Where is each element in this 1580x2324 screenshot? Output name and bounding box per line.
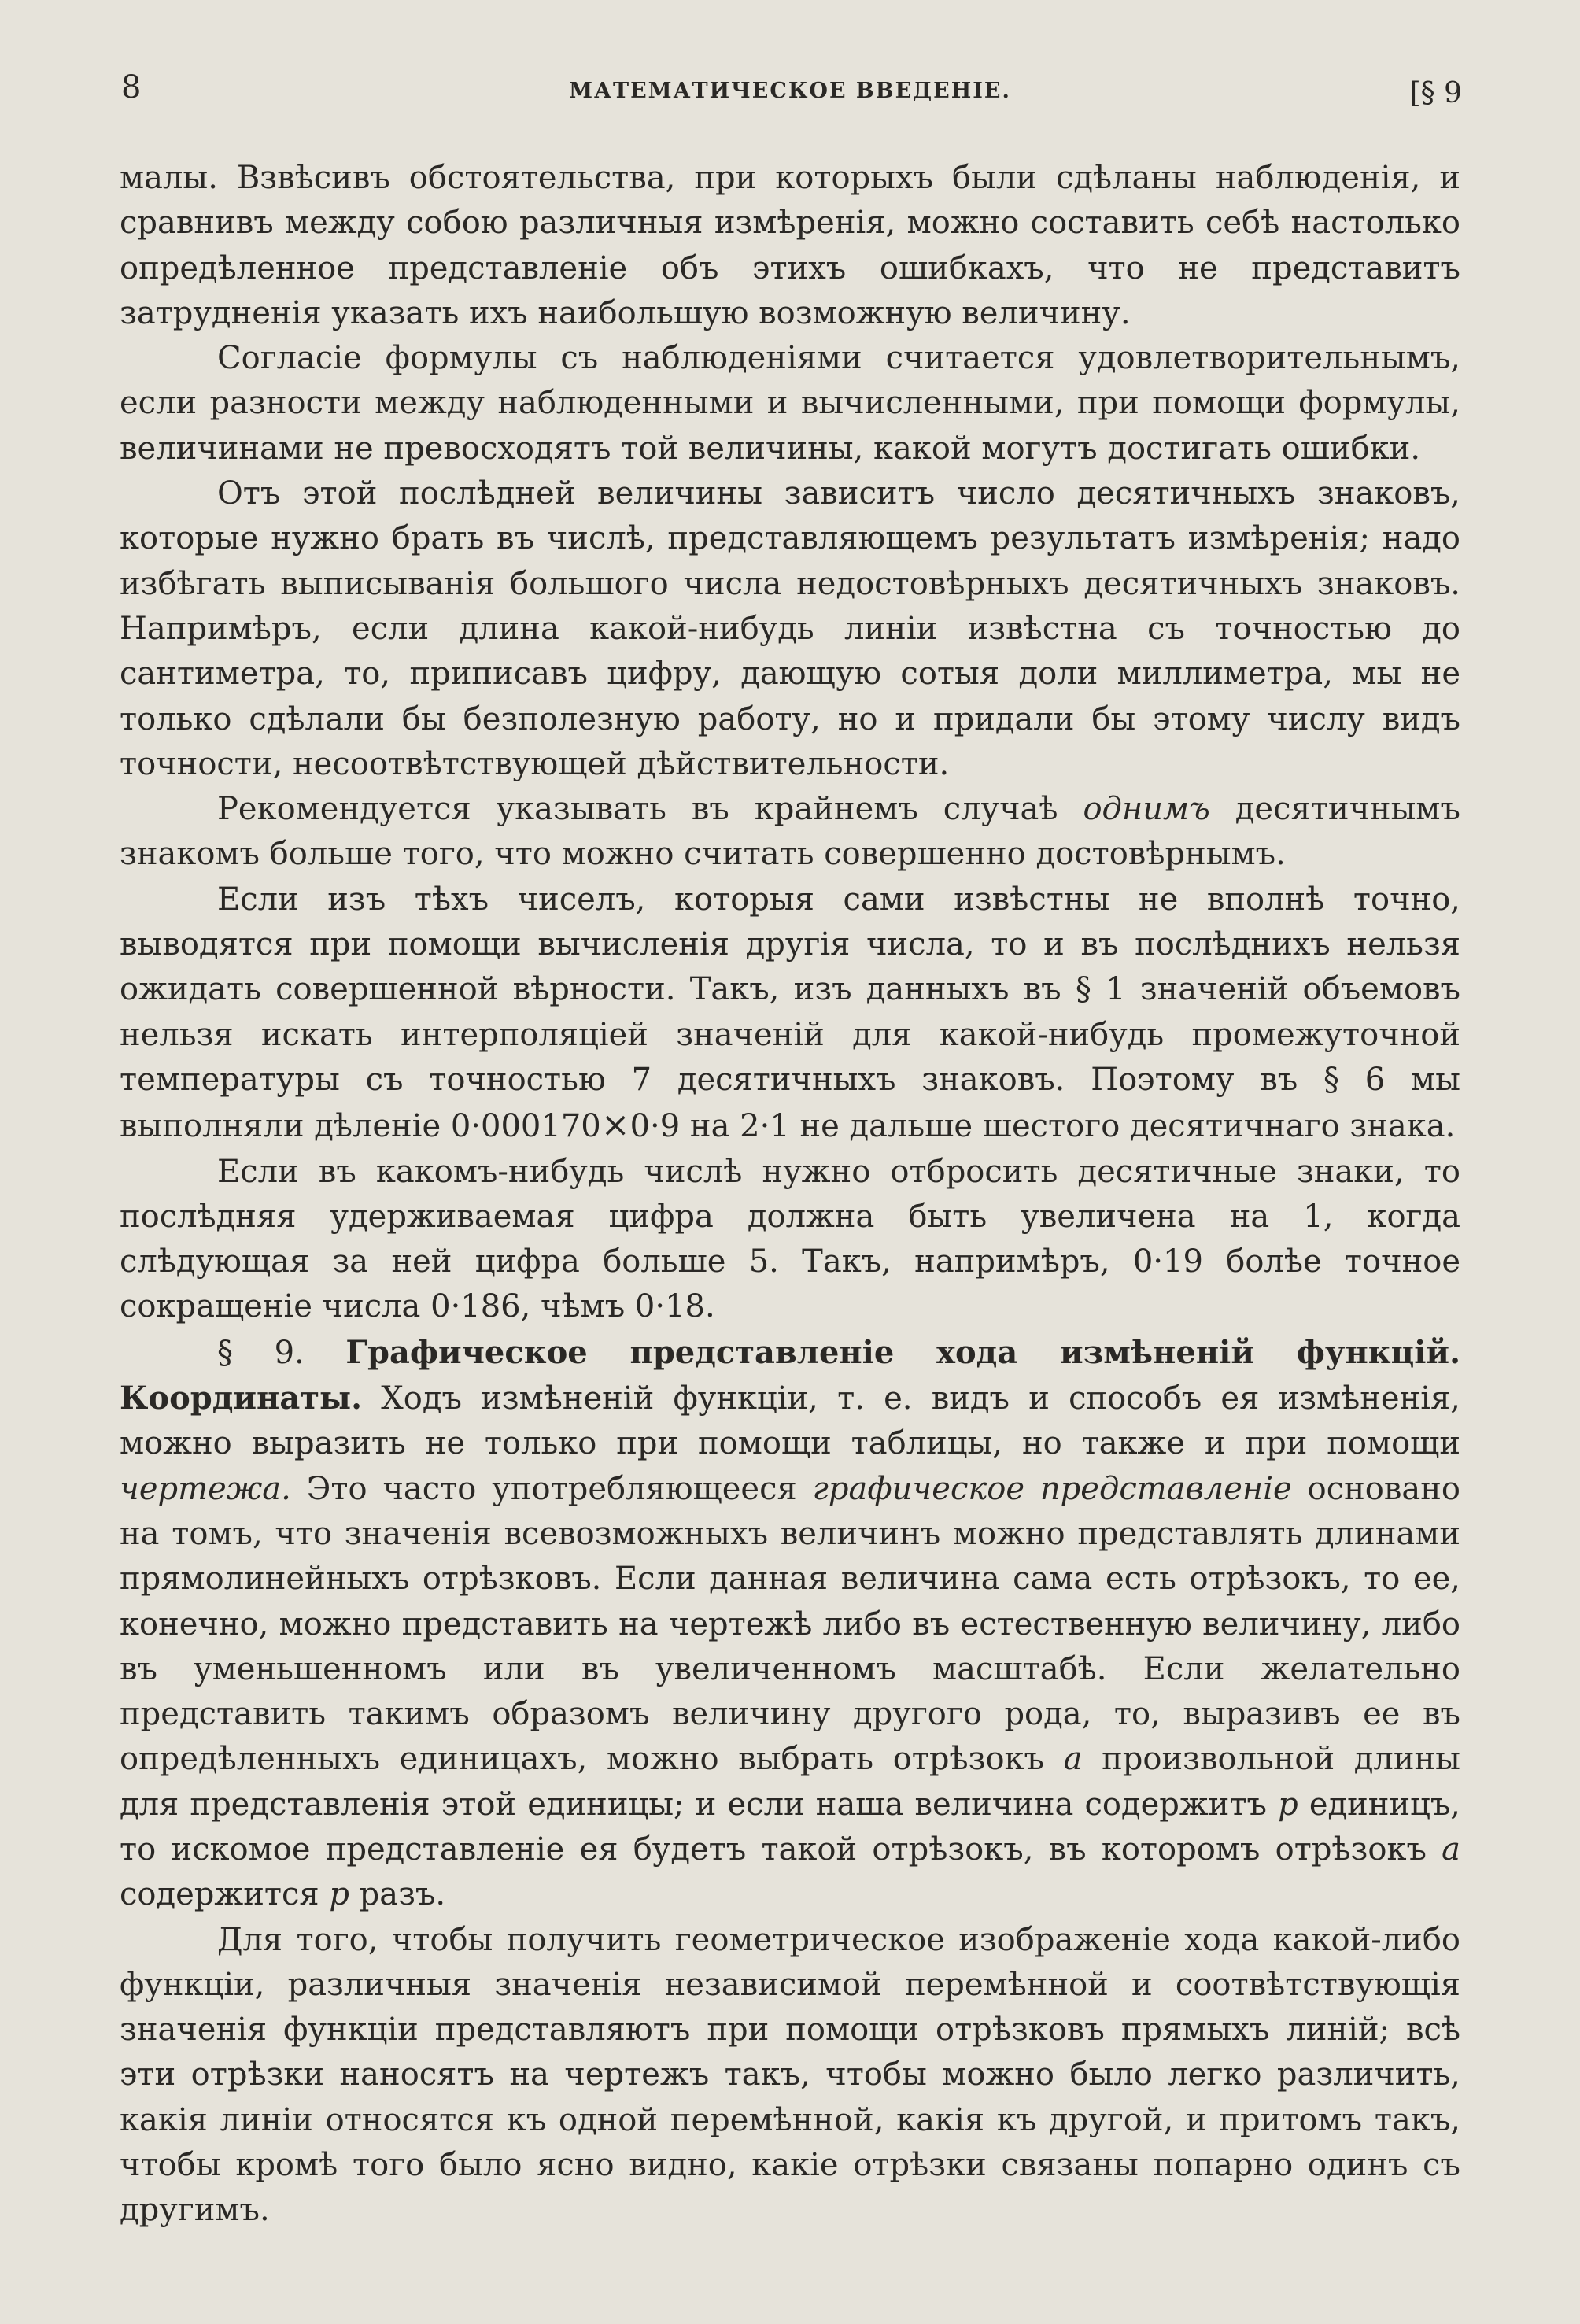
paragraph	[120, 787, 1460, 878]
text-run: произвольной длины для представленія этой единицы; и если наша величина содержитъ	[120, 1741, 1461, 1823]
emphasis: однимъ	[1083, 791, 1210, 828]
paragraph: Для того, чтобы получить геометрическое изображеніе хода какой-либо функціи, различныя значенія независимой перемѣнной и соотвѣтствующія значенія функціи представляютъ при помощи отрѣзковъ прямыхъ линій; всѣ эти отрѣзки наносятъ на чертежъ такъ, чтобы можно было легко различить, какія линіи относятся къ одной перемѣнной, какія къ другой, и притомъ такъ, чтобы кромѣ того было ясно видно, какіе отрѣзки связаны попарно одинъ съ другимъ.	[120, 1921, 1460, 2229]
text-run: Ходъ измѣненій функціи, т. е. видъ и способъ ея измѣненія, можно выразить не только при помощи таблицы, но также и при помощи	[120, 1380, 1460, 1462]
section-paragraph	[120, 1330, 1460, 1918]
text-run: Это часто употребляющееся	[290, 1470, 813, 1507]
multiplication-sign: ×	[600, 1105, 630, 1146]
variable: a	[1442, 1831, 1460, 1868]
text-run: содержится	[120, 1876, 330, 1913]
emphasis: чертежа.	[120, 1470, 291, 1507]
paragraph: малы. Взвѣсивъ обстоятельства, при которыхъ были сдѣланы наблюденія, и сравнивъ между собою различныя измѣренія, можно составить себѣ настолько опредѣленное представленіе объ этихъ ошибкахъ, что не представитъ затрудненія указать ихъ наибольшую возможную величину.	[120, 160, 1460, 331]
body-text	[120, 156, 1460, 2233]
text-run: единицъ, то искомое представленіе ея будетъ такой отрѣзокъ, въ которомъ отрѣзокъ	[120, 1786, 1460, 1868]
running-header	[118, 69, 1462, 124]
variable: p	[329, 1876, 349, 1913]
paragraph: Согласіе формулы съ наблюденіями считается удовлетворительнымъ, если разности между наблюденными и вычисленными, при помощи формулы, величинами не превосходятъ той величины, какой могутъ достигать ошибки.	[120, 340, 1460, 467]
paragraph: Если въ какомъ-нибудь числѣ нужно отбросить десятичные знаки, то послѣдняя удерживаемая цифра должна быть увеличена на 1, когда слѣдующая за ней цифра больше 5. Такъ, напримѣръ, 0·19 болѣе точное сокращеніе числа 0·186, чѣмъ 0·18.	[120, 1153, 1460, 1325]
variable: a	[1063, 1741, 1083, 1778]
section-number: § 9.	[217, 1334, 346, 1371]
text-run: Рекомендуется указывать въ крайнемъ случаѣ	[217, 791, 1083, 828]
section-heading: Графическое представленіе хода измѣненій функцій. Координаты.	[120, 1333, 1460, 1417]
running-title: МАТЕМАТИЧЕСКОЕ ВВЕДЕНІЕ.	[569, 79, 1011, 103]
text-run: 0·9 на 2·1 не дальше шестого десятичнаго знака.	[629, 1108, 1456, 1145]
paragraph	[120, 878, 1460, 1150]
section-marker: [§ 9	[1409, 77, 1462, 109]
paragraph: Отъ этой послѣдней величины зависитъ число десятичныхъ знаковъ, которые нужно брать въ числѣ, представляющемъ результатъ измѣренія; надо избѣгать выписыванія большого числа недостовѣрныхъ десятичныхъ знаковъ. Напримѣръ, если длина какой-нибудь линіи извѣстна съ точностью до сантиметра, то, приписавъ цифру, дающую сотыя доли миллиметра, мы не только сдѣлали бы безполезную работу, но и придали бы этому числу видъ точности, несоотвѣтствующей дѣйствительности.	[120, 475, 1460, 782]
emphasis: графическое представленіе	[812, 1470, 1292, 1507]
text-run: разъ.	[349, 1876, 446, 1913]
variable: p	[1278, 1786, 1298, 1823]
text-run: основано на томъ, что значенія всевозможныхъ величинъ можно представлять длинами прямолинейныхъ отрѣзковъ. Если данная величина сама есть отрѣзокъ, то ее, конечно, можно представить на чертежѣ либо въ естественную величину, либо въ уменьшенномъ или въ увеличенномъ масштабѣ. Если желательно представить такимъ образомъ величину другого рода, то, выразивъ ее въ опредѣленныхъ единицахъ, можно выбрать отрѣзокъ	[120, 1470, 1461, 1778]
text-run: Если изъ тѣхъ чиселъ, которыя сами извѣстны не вполнѣ точно, выводятся при помощи вычисленія другія числа, то и въ послѣднихъ нельзя ожидать совершенной вѣрности. Такъ, изъ данныхъ въ § 1 значеній объемовъ нельзя искать интерполяціей значеній для какой-нибудь промежуточной температуры съ точностью 7 десятичныхъ знаковъ. Поэтому въ § 6 мы выполняли дѣленіе 0·000170	[120, 881, 1460, 1145]
text-run: десятичнымъ знакомъ больше того, что можно считать совершенно достовѣрнымъ.	[120, 791, 1460, 873]
page-number: 8	[121, 69, 142, 105]
